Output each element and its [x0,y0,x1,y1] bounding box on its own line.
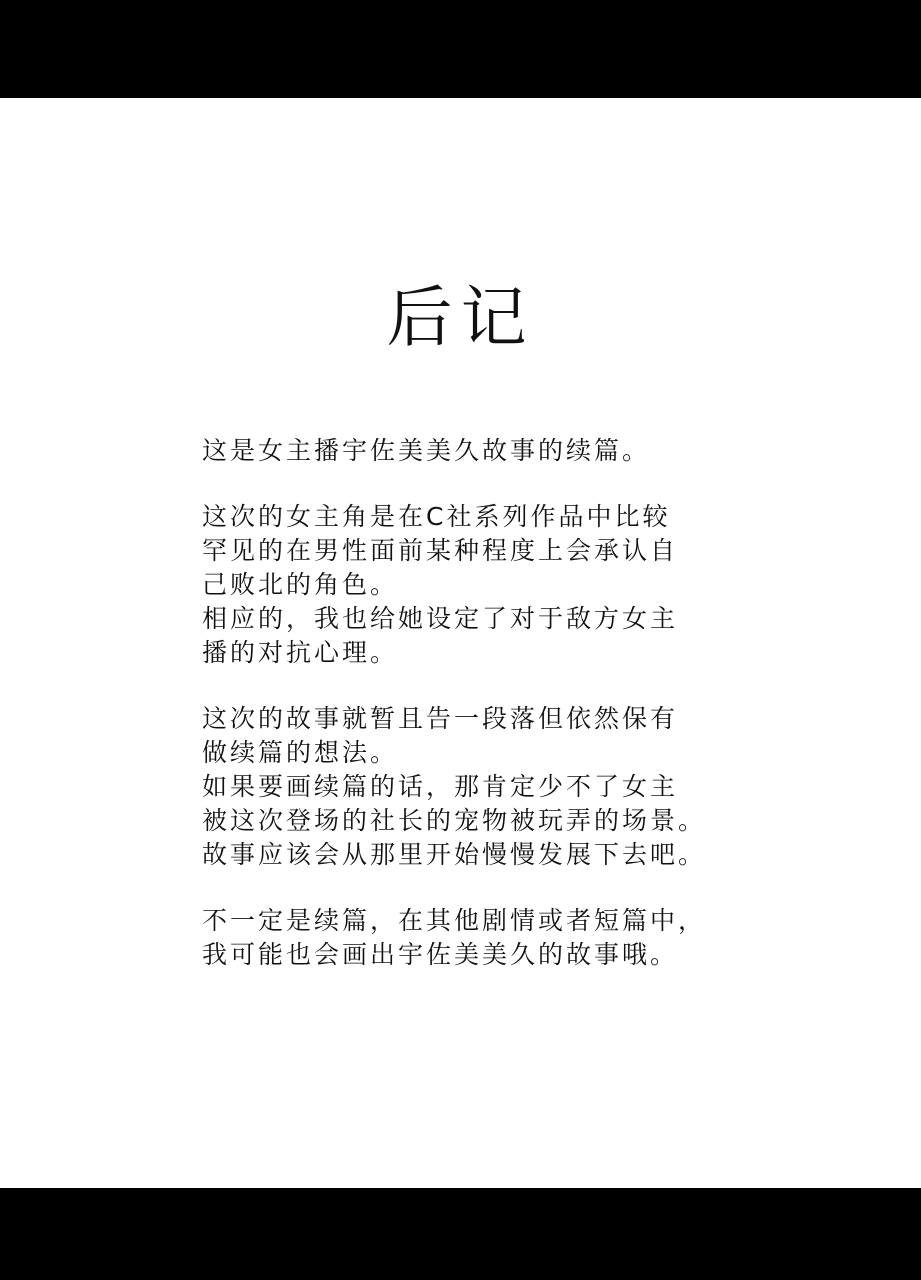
text-line: 被这次登场的社长的宠物被玩弄的场景。 [202,806,707,835]
text-line: 播的对抗心理。 [202,638,399,667]
text-line: 做续篇的想法。 [202,738,399,767]
text-line: 我可能也会画出宇佐美美久的故事哦。 [202,940,679,969]
paragraph-gap [202,468,762,500]
paragraph-gap [202,670,762,702]
paragraph-2 [202,500,762,670]
paragraph-1 [202,434,762,468]
text-line: 己败北的角色。 [202,570,399,599]
text-line: 这是女主播宇佐美美久故事的续篇。 [202,436,651,465]
afterword-page [0,98,921,1188]
paragraph-4 [202,904,762,972]
text-line: 如果要画续篇的话，那肯定少不了女主 [202,772,679,801]
text-line: 故事应该会从那里开始慢慢发展下去吧。 [202,840,707,869]
page-title: 后记 [386,279,535,356]
text-line: 相应的，我也给她设定了对于敌方女主 [202,604,679,633]
text-line: 罕见的在男性面前某种程度上会承认自 [202,536,679,565]
text-line: 这次的故事就暂且告一段落但依然保有 [202,704,679,733]
paragraph-3 [202,702,762,872]
bottom-black-border [0,1188,921,1280]
top-black-border [0,0,921,98]
text-line: 这次的女主角是在C社系列作品中比较 [202,502,671,531]
paragraph-gap [202,872,762,904]
afterword-body [202,434,762,972]
text-line: 不一定是续篇，在其他剧情或者短篇中， [202,906,707,935]
